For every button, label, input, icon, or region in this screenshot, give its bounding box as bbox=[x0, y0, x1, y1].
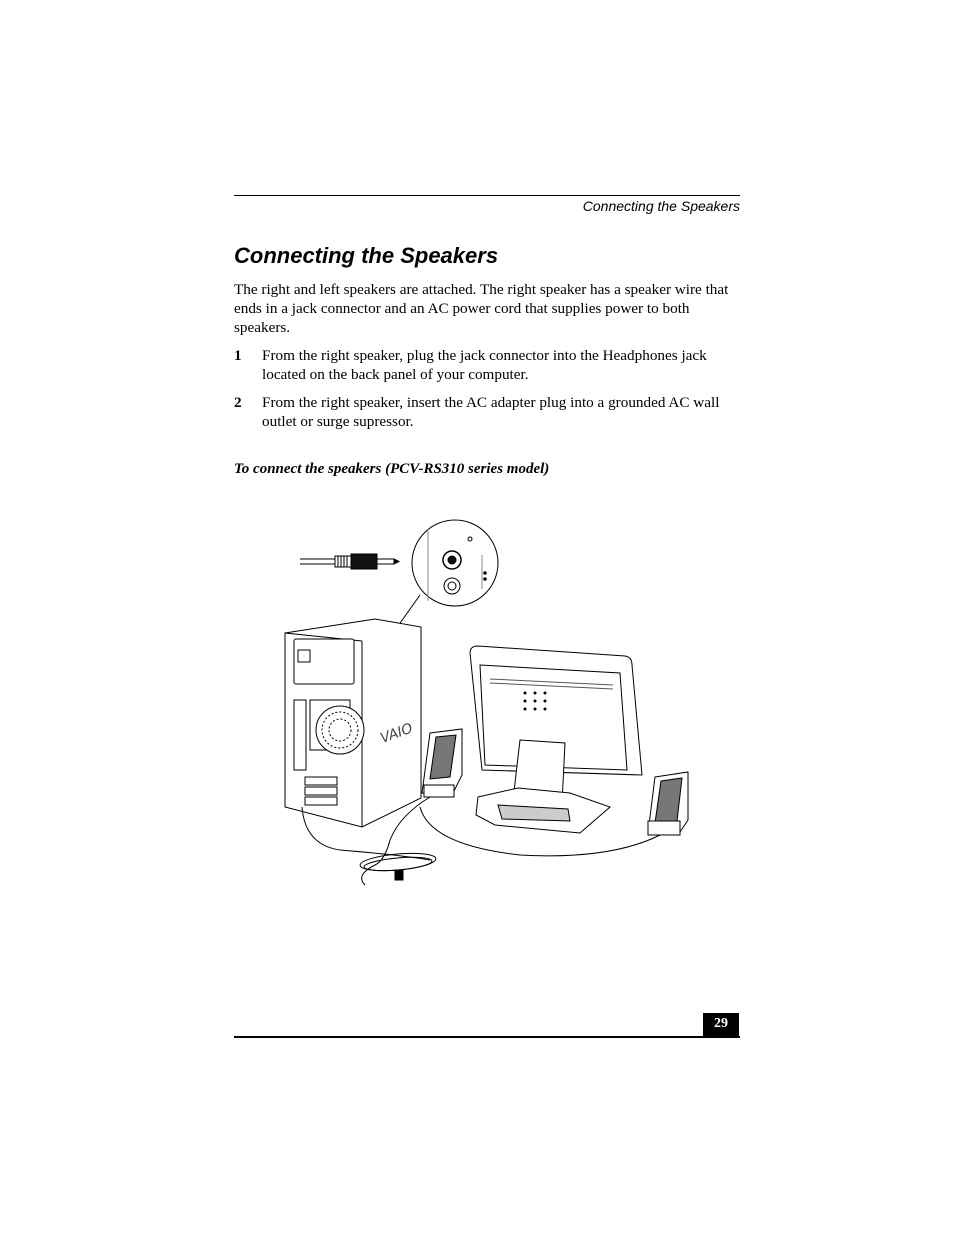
header-rule bbox=[234, 195, 740, 196]
page-number: 29 bbox=[703, 1013, 739, 1038]
vaio-logo: VAIO bbox=[378, 720, 416, 747]
step-text: From the right speaker, plug the jack connector into the Headphones jack located on the back panel of your computer. bbox=[262, 347, 707, 383]
intro-paragraph: The right and left speakers are attached. The right speaker has a speaker wire that ends in a jack connector and an AC power cord that supplies power to both speakers. bbox=[234, 281, 729, 336]
footer-rule bbox=[234, 1036, 740, 1038]
step-number: 2 bbox=[234, 394, 242, 411]
headphones-jack-closeup bbox=[412, 520, 498, 606]
running-header: Connecting the Speakers bbox=[582, 198, 740, 214]
step-list bbox=[234, 346, 744, 440]
pc-tower-illustration bbox=[285, 619, 421, 827]
step-number: 1 bbox=[234, 347, 242, 364]
section-title: Connecting the Speakers bbox=[234, 243, 499, 268]
right-speaker-illustration bbox=[648, 772, 688, 835]
speaker-connection-illustration bbox=[280, 515, 700, 890]
step-item bbox=[234, 346, 744, 384]
ac-adapter-plug bbox=[395, 870, 403, 880]
step-text: From the right speaker, insert the AC adapter plug into a grounded AC wall outlet or surge supressor. bbox=[262, 394, 720, 430]
step-item bbox=[234, 393, 744, 431]
left-speaker-illustration bbox=[422, 729, 462, 797]
figure-caption: To connect the speakers (PCV-RS310 series model) bbox=[234, 461, 550, 477]
jack-connector-illustration bbox=[300, 554, 399, 569]
monitor-illustration bbox=[470, 646, 642, 833]
